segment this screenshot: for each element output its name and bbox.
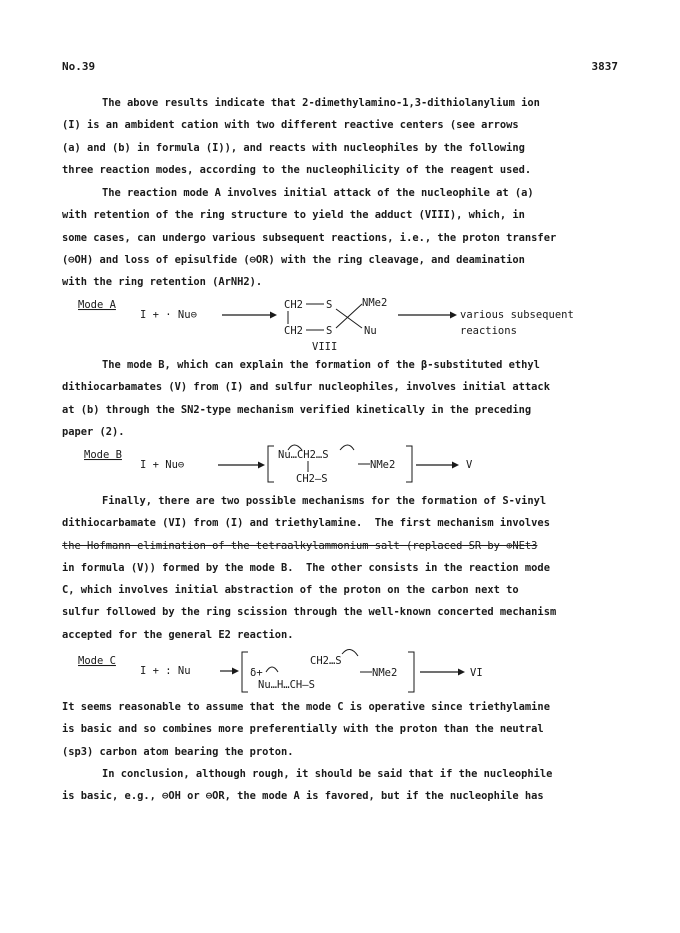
ch2-top: CH2 [284,299,303,311]
mode-b-structure [62,442,622,486]
scheme-mode-a [62,296,622,354]
issue-number: No.39 [62,60,96,73]
text-line: (a) and (b) in formula (I)), and reacts with nucleophiles by the following [62,141,525,154]
mode-c-product: VI [470,667,483,679]
text-line: C, which involves initial abstraction of the proton on the carbon next to [62,584,519,597]
text-line: The reaction mode A involves initial attack of the nucleophile at (a) [102,187,534,199]
text-line: with the ring retention (ArNH2). [62,276,263,289]
text-line: paper (2). [62,425,125,438]
mode-c-structure [62,648,622,696]
text-line: sulfur followed by the ring scission through the well-known concerted mechanism [62,606,557,619]
bracket-left [242,652,248,692]
bracket-right [406,446,412,482]
mode-c-reactants: I + : Nu [140,665,191,677]
text-line: The above results indicate that 2-dimethylamino-1,3-dithiolanylium ion [102,97,540,109]
text-line: is basic and so combines more preferentially with the proton than the neutral [62,723,544,736]
sulfur-top: S [326,299,333,311]
mode-a-structure [62,296,622,354]
text-line: at (b) through the SN2-type mechanism verified kinetically in the preceding [62,403,532,416]
mode-b-transition-top: Nu…CH2…S [278,449,329,461]
text-line: in formula (V)) formed by the mode B. The other consists in the reaction mode [62,561,550,574]
text-line: It seems reasonable to assume that the mode C is operative since triethylamine [62,701,550,713]
text-line-struck [62,535,622,557]
struck-text: the Hofmann elimination of the tetraalkylammonium salt (replaced SR by ⊕NEt3 [62,539,538,552]
mode-a-product-1: various subsequent [460,309,574,321]
mode-b-label: Mode B [84,449,122,461]
paragraph-mode-b [62,354,622,443]
text-line: three reaction modes, according to the nucleophilicity of the reagent used. [62,163,532,176]
text-line: some cases, can undergo various subsequent reactions, i.e., the proton transfer [62,231,557,244]
arrowhead [450,312,457,319]
mode-a-reactants: I + · Nu⊖ [140,309,197,321]
mode-c-transition-bottom: Nu…H…CH—S [258,679,315,691]
text-line: The mode B, which can explain the formation of the β-substituted ethyl [102,359,540,371]
mode-c-nme2: NMe2 [372,667,398,679]
scheme-mode-c [62,648,622,696]
mode-b-product: V [466,459,473,471]
arrowhead [270,312,277,319]
bond [336,304,362,328]
nu-group: Nu [364,325,377,337]
curved-arrow [340,445,354,450]
page-number: 3837 [591,60,618,73]
arrowhead [452,462,459,469]
text-line: dithiocarbamates (V) from (I) and sulfur nucleophiles, involves initial attack [62,381,550,394]
mode-b-nme2: NMe2 [370,459,396,471]
text-line: (⊖OH) and loss of episulfide (⊖OR) with the ring cleavage, and deamination [62,253,525,266]
text-line: (I) is an ambident cation with two different reactive centers (see arrows [62,119,519,132]
mode-c-transition-top: CH2…S [310,655,342,667]
bracket-left [268,446,274,482]
text-line: accepted for the general E2 reaction. [62,628,294,641]
arrowhead [232,668,239,675]
mode-a-product-2: reactions [460,325,517,337]
paragraph-mode-c-rationale [62,696,622,763]
paragraph-conclusion [62,763,622,808]
ch2-bottom: CH2 [284,325,303,337]
text-line: is basic, e.g., ⊖OH or ⊖OR, the mode A is favored, but if the nucleophile has [62,790,544,803]
mode-b-reactants: I + Nu⊖ [140,459,185,471]
mode-a-label: Mode A [78,299,116,311]
mode-b-transition-bottom: CH2—S [296,473,328,485]
text-line: dithiocarbamate (VI) from (I) and triethylamine. The first mechanism involves [62,517,550,530]
sulfur-bottom: S [326,325,333,337]
text-line: Finally, there are two possible mechanisms for the formation of S-vinyl [102,495,547,507]
paragraph-mode-a [62,182,622,293]
bracket-right [408,652,414,692]
text-line: In conclusion, although rough, it should be said that if the nucleophile [102,768,553,780]
paragraph-mode-c [62,490,622,646]
mode-c-label: Mode C [78,655,116,667]
arrowhead [258,462,265,469]
scheme-mode-b [62,442,622,486]
paragraph-ambident-cation [62,92,622,181]
arrowhead [458,669,465,676]
compound-viii: VIII [312,341,338,353]
text-line: (sp3) carbon atom bearing the proton. [62,745,294,758]
nme2-group: NMe2 [362,297,388,309]
curved-arrow [266,667,278,672]
curved-arrow [342,649,358,656]
bond [336,309,362,328]
delta-plus: δ+ [250,667,263,679]
text-line: with retention of the ring structure to yield the adduct (VIII), which, in [62,209,525,222]
